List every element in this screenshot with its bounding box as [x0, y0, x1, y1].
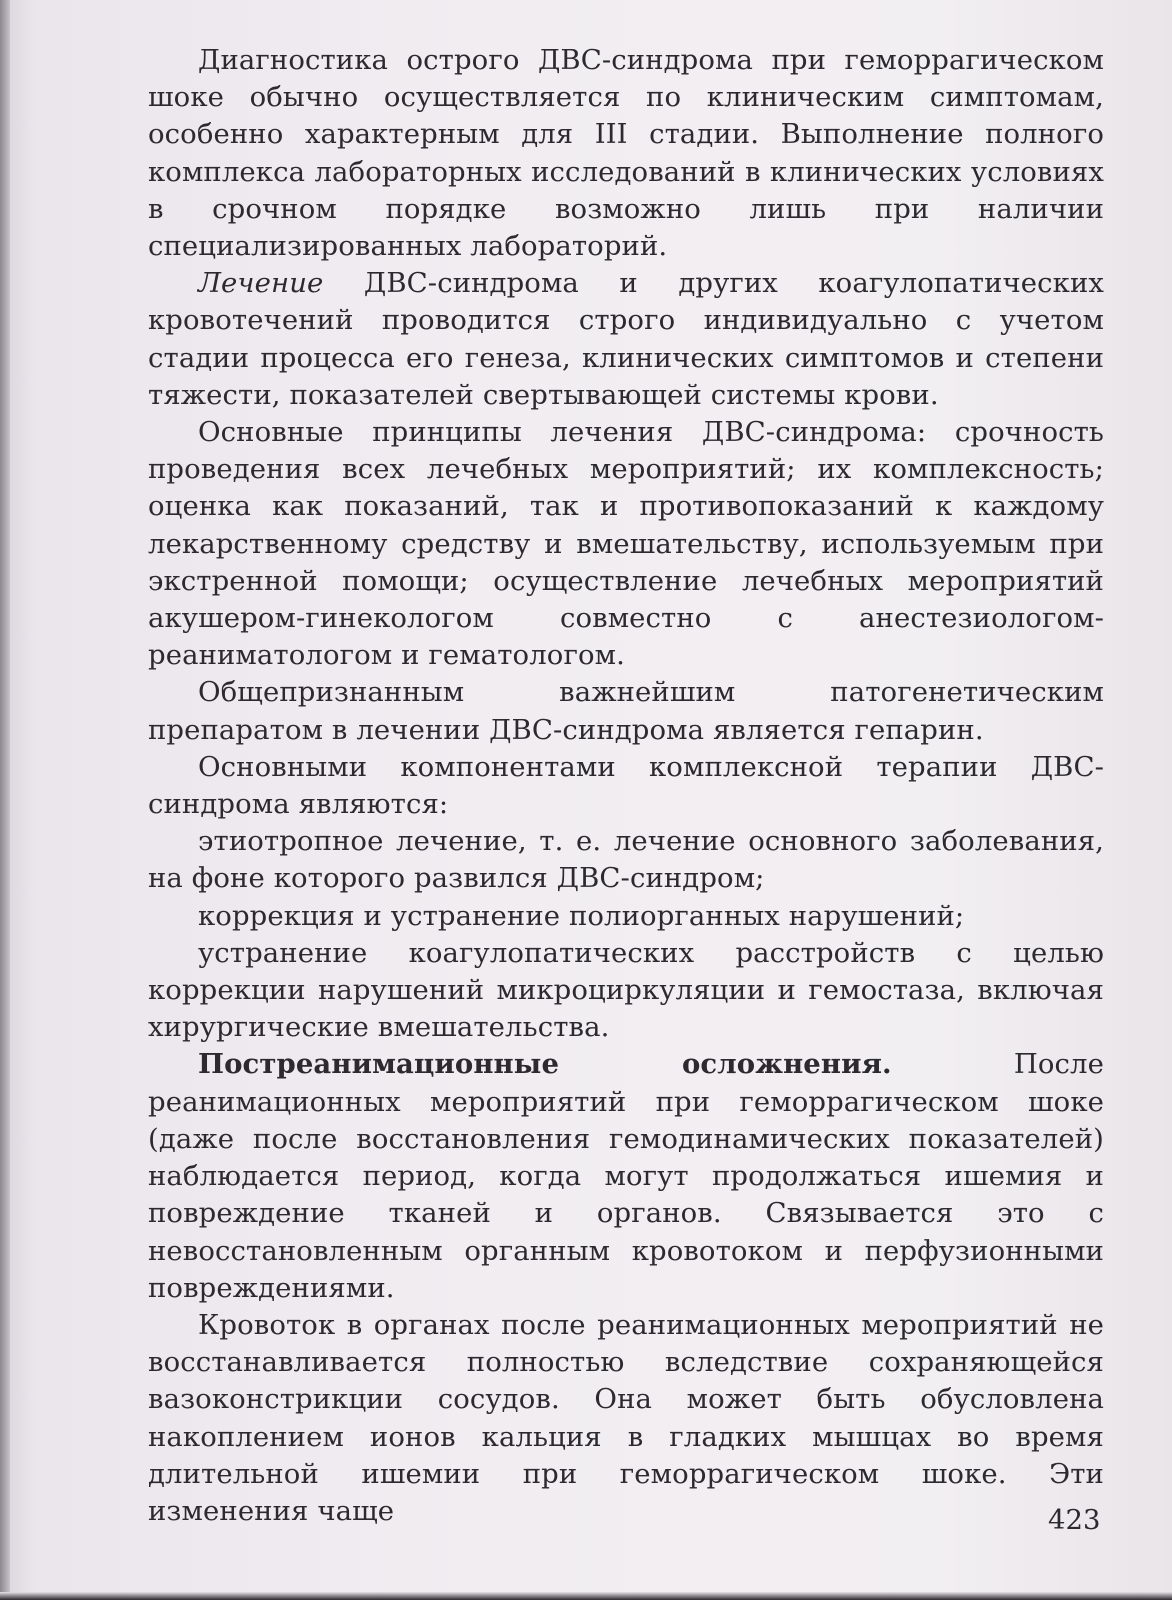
page-body [148, 42, 1104, 1530]
paragraph-treatment [148, 265, 1104, 414]
list-item-coagulopathy: устранение коагулопатических расстройств с целью коррекции нарушений микроциркуляции и гемостаза, включая хирургические вмешательства. [148, 936, 1104, 1044]
complications-heading: Постреанимационные осложнения. [198, 1048, 892, 1081]
paragraph-components: Основными компонентами комплексной терапии ДВС-синдрома являются: [148, 750, 1104, 821]
paragraph-blood-flow: Кровоток в органах после реанимационных мероприятий не восстанавливается полностью вследствие сохраняющейся вазоконстрикции сосудов. Она может быть обусловлена накоплением ионов кальция в гладких мышцах во время длительной ишемии при геморрагическом шоке. Эти изменения чаще [148, 1308, 1104, 1527]
list-item-etiotropic: этиотропное лечение, т. е. лечение основного заболевания, на фоне которого развился ДВС-синдром; [148, 825, 1104, 895]
complications-text: После реанимационных мероприятий при геморрагическом шоке (даже после восстановления гемодинамических показателей) наблюдается период, когда могут продолжаться ишемия и повреждение тканей и органов. Связывается это с невосстановленным органным кровотоком и перфузионными повреждениями. [148, 1048, 1105, 1304]
paragraph-heparin: Общепризнанным важнейшим патогенетическим препаратом в лечении ДВС-синдрома является гепарин. [148, 676, 1104, 746]
paragraph-diagnostics: Диагностика острого ДВС-синдрома при геморрагическом шоке обычно осуществляется по клиническим симптомам, особенно характерным для III стадии. Выполнение полного комплекса лабораторных исследований в клинических условиях в срочном порядке возможно лишь при наличии специализированных лабораторий. [148, 44, 1104, 263]
page-number: 423 [1048, 1504, 1101, 1536]
paragraph-principles: Основные принципы лечения ДВС-синдрома: срочность проведения всех лечебных мероприятий; их комплексность; оценка как показаний, так и противопоказаний к каждому лекарственному средству и вмешательству, используемым при экстренной помощи; осуществление лечебных мероприятий акушером-гинекологом совместно с анестезиологом-реаниматологом и гематологом. [148, 416, 1104, 672]
list-item-correction: коррекция и устранение полиорганных нарушений; [198, 899, 965, 932]
paragraph-complications [148, 1046, 1104, 1306]
page-bottom-edge [0, 1592, 1172, 1600]
treatment-lead: Лечение [198, 267, 324, 300]
treatment-text: ДВС-синдрома и других коагулопатических кровотечений проводится строго индивидуально с учетом стадии процесса его генеза, клинических симптомов и степени тяжести, показателей свертывающей системы крови. [148, 267, 1104, 411]
book-spine-shadow [0, 0, 10, 1600]
